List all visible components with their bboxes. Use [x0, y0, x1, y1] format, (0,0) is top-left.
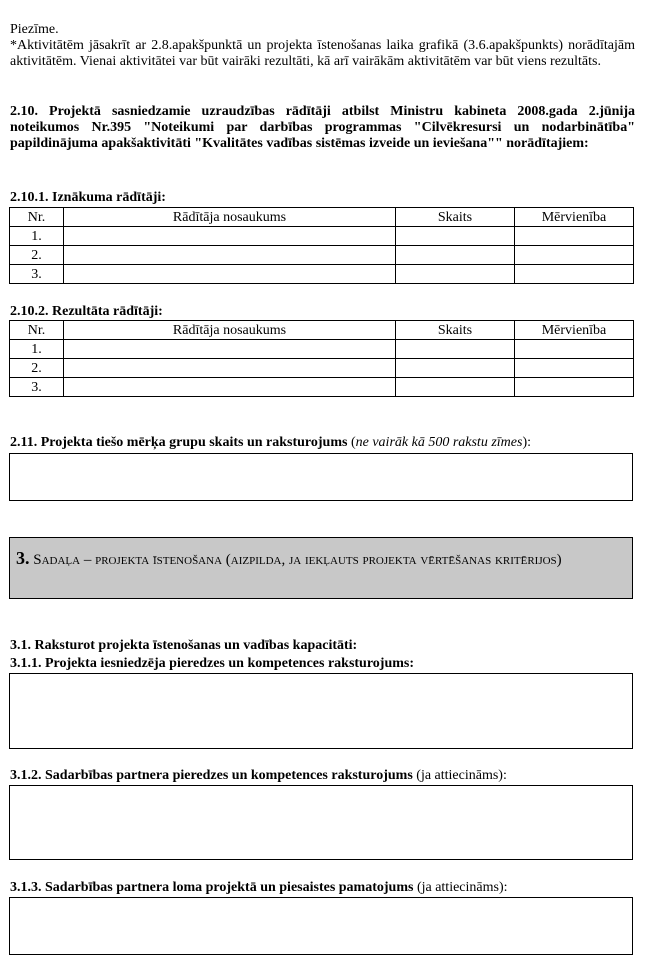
- section-3-number: 3.: [16, 548, 30, 568]
- col-indicator-name: Rādītāja nosaukums: [64, 208, 396, 227]
- table-row: [10, 340, 634, 359]
- count-cell[interactable]: [396, 340, 515, 359]
- count-cell[interactable]: [396, 359, 515, 378]
- row-number: 3.: [10, 265, 64, 284]
- partner-role-input[interactable]: [9, 897, 633, 955]
- row-number: 2.: [10, 359, 64, 378]
- section-3-1-heading: 3.1. Raksturot projekta īstenošanas un vadības kapacitāti:: [10, 638, 358, 653]
- count-cell[interactable]: [396, 246, 515, 265]
- indicator-name-cell[interactable]: [64, 340, 396, 359]
- indicator-name-cell[interactable]: [64, 378, 396, 397]
- row-number: 3.: [10, 378, 64, 397]
- col-count: Skaits: [396, 321, 515, 340]
- count-cell[interactable]: [396, 378, 515, 397]
- table-row: [10, 246, 634, 265]
- unit-cell[interactable]: [515, 340, 634, 359]
- indicator-name-cell[interactable]: [64, 359, 396, 378]
- col-nr: Nr.: [10, 208, 64, 227]
- section-3-1-2-title: 3.1.2. Sadarbības partnera pieredzes un kompetences raksturojums: [10, 768, 413, 783]
- section-2-11-heading: 2.11. Projekta tiešo mērķa grupu skaits un raksturojums (ne vairāk kā 500 rakstu zīmes):: [10, 435, 531, 450]
- section-3-banner: [9, 537, 633, 599]
- row-number: 1.: [10, 340, 64, 359]
- applicable-note: (ja attiecināms):: [416, 880, 508, 895]
- table-row: [10, 378, 634, 397]
- indicator-name-cell[interactable]: [64, 265, 396, 284]
- section-3-1-3-heading: [10, 880, 508, 896]
- count-cell[interactable]: [396, 265, 515, 284]
- section-3-1-2-heading: [10, 768, 507, 784]
- col-count: Skaits: [396, 208, 515, 227]
- table-result-indicators: [9, 320, 634, 397]
- col-unit: Mērvienība: [515, 321, 634, 340]
- section-3-1-3-title: 3.1.3. Sadarbības partnera loma projektā un piesaistes pamatojums: [10, 880, 414, 895]
- target-group-input[interactable]: [9, 453, 633, 501]
- section-2-10-heading: 2.10. Projektā sasniedzamie uzraudzības rādītāji atbilst Ministru kabineta 2008.gada 2.jūnija noteikumos Nr.395 "Noteikumi par darbības programmas "Cilvēkresursi un nodarbinātība" papildinājuma apakšaktivitāti "Kvalitātes vadības sistēmas izveide un ieviešana"" norādītajiem:: [10, 104, 635, 151]
- table-header-row: [10, 321, 634, 340]
- note-body: *Aktivitātēm jāsakrīt ar 2.8.apakšpunktā un projekta īstenošanas laika grafikā (3.6.apakšpunkts) norādītajām aktivitātēm. Vienai aktivitātei var būt vairāki rezultāti, kā arī vairākām aktivitātēm var būt viens rezultāts.: [10, 38, 635, 69]
- table-row: [10, 227, 634, 246]
- col-nr: Nr.: [10, 321, 64, 340]
- row-number: 2.: [10, 246, 64, 265]
- col-indicator-name: Rādītāja nosaukums: [64, 321, 396, 340]
- unit-cell[interactable]: [515, 246, 634, 265]
- applicant-experience-input[interactable]: [9, 673, 633, 749]
- indicator-name-cell[interactable]: [64, 246, 396, 265]
- partner-experience-input[interactable]: [9, 785, 633, 860]
- unit-cell[interactable]: [515, 227, 634, 246]
- table-row: [10, 359, 634, 378]
- table-row: [10, 265, 634, 284]
- unit-cell[interactable]: [515, 265, 634, 284]
- count-cell[interactable]: [396, 227, 515, 246]
- col-unit: Mērvienība: [515, 208, 634, 227]
- unit-cell[interactable]: [515, 378, 634, 397]
- note-title: Piezīme.: [10, 22, 59, 37]
- unit-cell[interactable]: [515, 359, 634, 378]
- table-2-10-1-title: 2.10.1. Iznākuma rādītāji:: [10, 190, 166, 205]
- section-3-1-1-heading: 3.1.1. Projekta iesniedzēja pieredzes un kompetences raksturojums:: [10, 656, 415, 671]
- table-2-10-2-title: 2.10.2. Rezultāta rādītāji:: [10, 304, 163, 319]
- table-output-indicators: [9, 207, 634, 284]
- section-3-title: Sadaļa – projekta īstenošana (aizpilda, ja iekļauts projekta vērtēšanas kritērijos): [33, 552, 562, 568]
- applicable-note: (ja attiecināms):: [416, 768, 507, 783]
- row-number: 1.: [10, 227, 64, 246]
- section-2-11-limit-note: ne vairāk kā 500 rakstu zīmes: [355, 435, 523, 450]
- table-header-row: [10, 208, 634, 227]
- indicator-name-cell[interactable]: [64, 227, 396, 246]
- section-2-11-title: 2.11. Projekta tiešo mērķa grupu skaits un raksturojums: [10, 435, 348, 450]
